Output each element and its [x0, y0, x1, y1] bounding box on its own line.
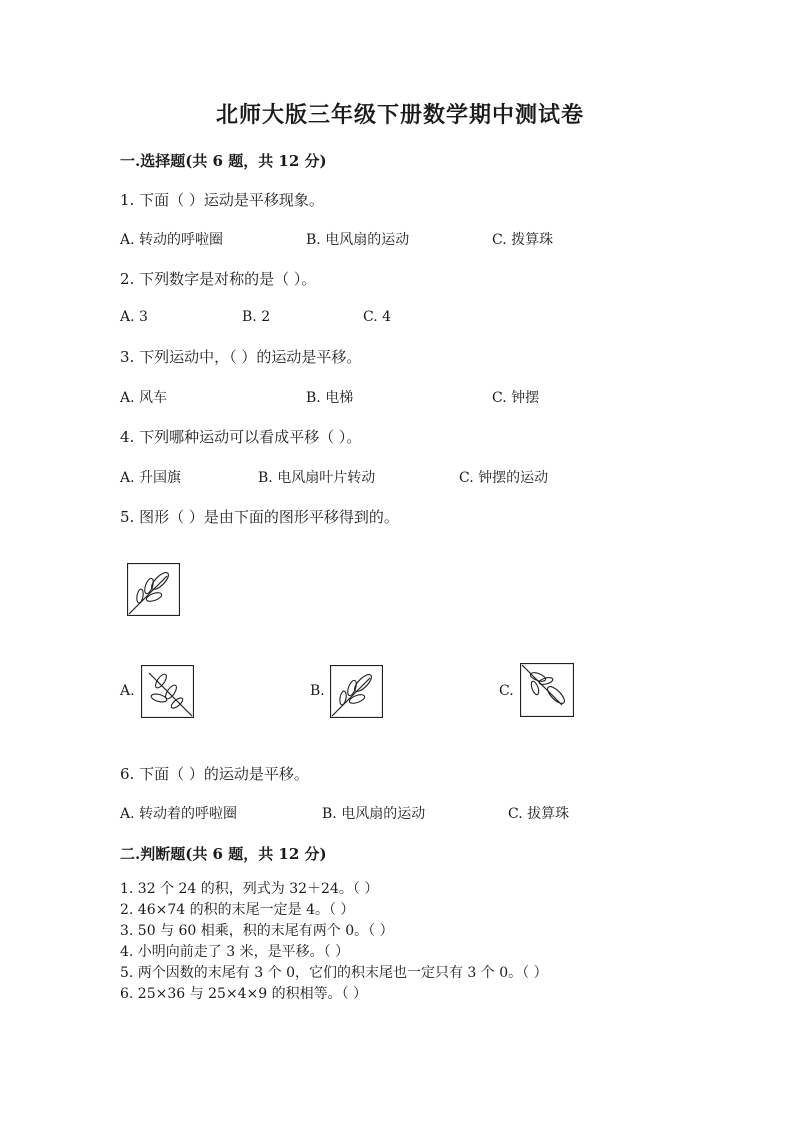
q6-option-a: A. 转动着的呼啦圈 [120, 806, 238, 822]
question-2: 2. 下列数字是对称的是（ ）。 [120, 270, 317, 288]
q3-option-a: A. 风车 [120, 390, 168, 406]
q2-option-b: B. 2 [242, 309, 271, 325]
page-title: 北师大版三年级下册数学期中测试卷 [215, 102, 584, 128]
q5-option-a-label: A. [120, 683, 135, 699]
q6-option-c: C. 拔算珠 [508, 806, 570, 822]
judge-item-5: 5. 两个因数的末尾有 3 个 0，它们的积末尾也一定只有 3 个 0。（ ） [120, 965, 548, 981]
q1-option-c: C. 拨算珠 [492, 232, 554, 248]
leaf-figure-option-a [141, 665, 194, 718]
section-heading-judge: 二.判断题(共 6 题，共 12 分) [120, 845, 327, 863]
judge-item-1: 1. 32 个 24 的积，列式为 32＋24。（ ） [120, 881, 379, 897]
leaf-figure-original [127, 563, 180, 616]
q2-option-a: A. 3 [120, 309, 148, 325]
q4-option-c: C. 钟摆的运动 [459, 470, 549, 486]
q3-option-c: C. 钟摆 [492, 390, 540, 406]
judge-item-6: 6. 25×36 与 25×4×9 的积相等。（ ） [120, 986, 368, 1002]
q4-option-b: B. 电风扇叶片转动 [258, 470, 376, 486]
q4-option-a: A. 升国旗 [120, 470, 182, 486]
question-6: 6. 下面（ ）的运动是平移。 [120, 765, 309, 783]
leaf-figure-option-c [520, 663, 574, 717]
q6-option-b: B. 电风扇的运动 [322, 806, 426, 822]
q1-option-a: A. 转动的呼啦圈 [120, 232, 224, 248]
question-3: 3. 下列运动中，（ ）的运动是平移。 [120, 348, 362, 366]
q1-option-b: B. 电风扇的运动 [306, 232, 410, 248]
question-4: 4. 下列哪种运动可以看成平移（ ）。 [120, 428, 362, 446]
q5-option-c-label: C. [499, 683, 514, 699]
section-heading-choice: 一.选择题(共 6 题，共 12 分) [120, 152, 327, 170]
question-1: 1. 下面（ ）运动是平移现象。 [120, 191, 324, 209]
q3-option-b: B. 电梯 [306, 390, 354, 406]
judge-item-4: 4. 小明向前走了 3 米，是平移。（ ） [120, 944, 350, 960]
question-5: 5. 图形（ ）是由下面的图形平移得到的。 [120, 508, 399, 526]
leaf-figure-option-b [330, 665, 383, 718]
q5-option-b-label: B. [310, 683, 325, 699]
q2-option-c: C. 4 [363, 309, 392, 325]
judge-item-2: 2. 46×74 的积的末尾一定是 4。（ ） [120, 902, 355, 918]
judge-item-3: 3. 50 与 60 相乘，积的末尾有两个 0。（ ） [120, 923, 394, 939]
